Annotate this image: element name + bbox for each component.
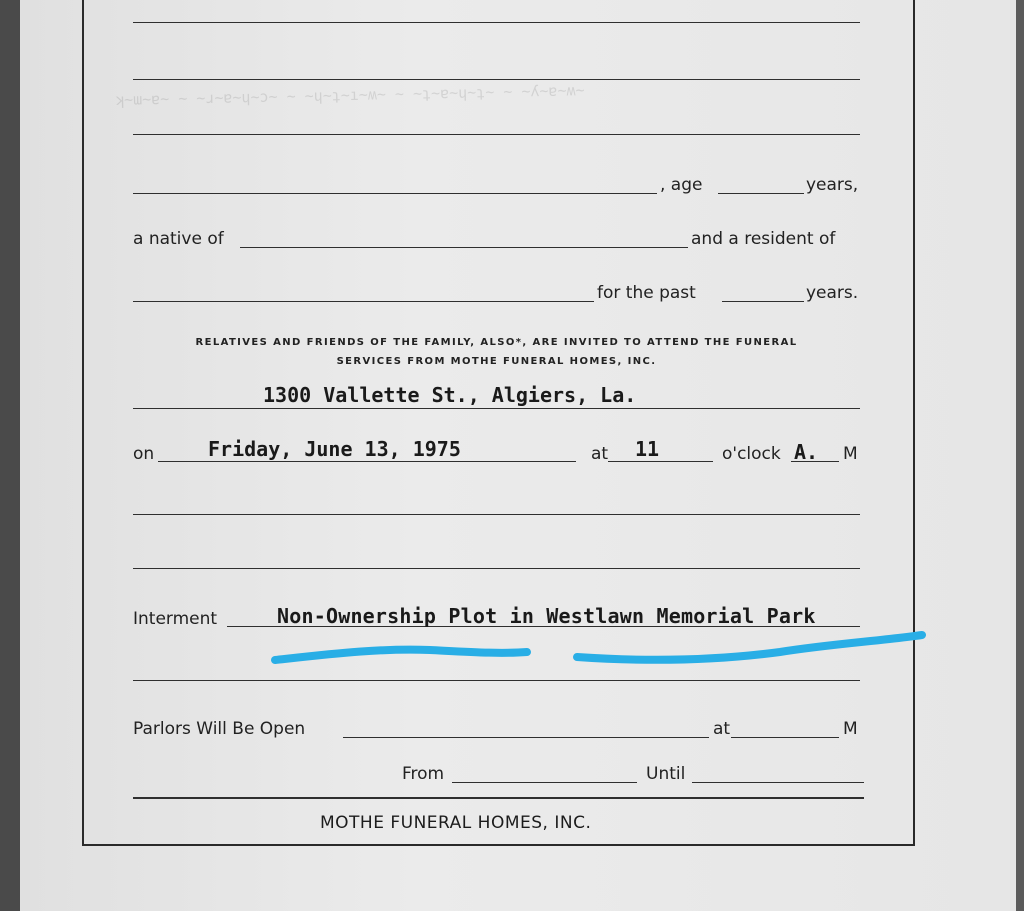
interment-label: Interment — [133, 609, 218, 629]
until-field-line — [692, 782, 864, 783]
from-field-line — [452, 782, 637, 783]
service-date: Friday, June 13, 1975 — [208, 437, 461, 461]
interment-value: Non-Ownership Plot in Westlawn Memorial Park — [277, 604, 816, 628]
on-label: on — [133, 444, 155, 464]
years-label: years, — [806, 175, 859, 195]
am-value: A. — [794, 440, 819, 464]
m-label: M — [843, 444, 858, 464]
notice-line-1: RELATIVES AND FRIENDS OF THE FAMILY, ALSO*, ARE INVITED TO ATTEND THE FUNERAL — [195, 337, 798, 348]
parlors-time-line — [731, 737, 839, 738]
notice-line-2: SERVICES FROM MOTHE FUNERAL HOMES, INC. — [336, 356, 657, 367]
oclock-label: o'clock — [722, 444, 781, 464]
blank-line — [133, 680, 860, 681]
years-label-2: years. — [806, 283, 859, 303]
footer-company-name: MOTHE FUNERAL HOMES, INC. — [320, 813, 592, 833]
footer-rule — [133, 797, 864, 799]
highlight-stroke — [275, 650, 527, 660]
for-past-label: for the past — [597, 283, 696, 303]
native-label: a native of — [133, 229, 224, 249]
at-label: at — [591, 444, 609, 464]
service-location: 1300 Vallette St., Algiers, La. — [263, 383, 637, 407]
bleed-through-text: ʞ̴ɯ̴ɐ̴ ̴ ̴ɹ̴ɐ̴ɥ̴ɔ̴ ̴ ̴ɥ̴ʇ̴ı̴ʍ̴ ̴ ̴ʇ̴ɐ̴ɥ̴ʇ̴ ̴ ̴ʎ̴ɐ̴ʍ̴ — [114, 81, 585, 109]
from-label: From — [402, 764, 445, 784]
parlors-at-label: at — [713, 719, 731, 739]
parlors-date-line — [343, 737, 709, 738]
service-hour: 11 — [635, 437, 660, 461]
parlors-label: Parlors Will Be Open — [133, 719, 306, 739]
age-label: , age — [660, 175, 703, 195]
highlight-stroke — [577, 635, 922, 660]
parlors-m-label: M — [843, 719, 858, 739]
resident-label: and a resident of — [691, 229, 836, 249]
until-label: Until — [646, 764, 686, 784]
